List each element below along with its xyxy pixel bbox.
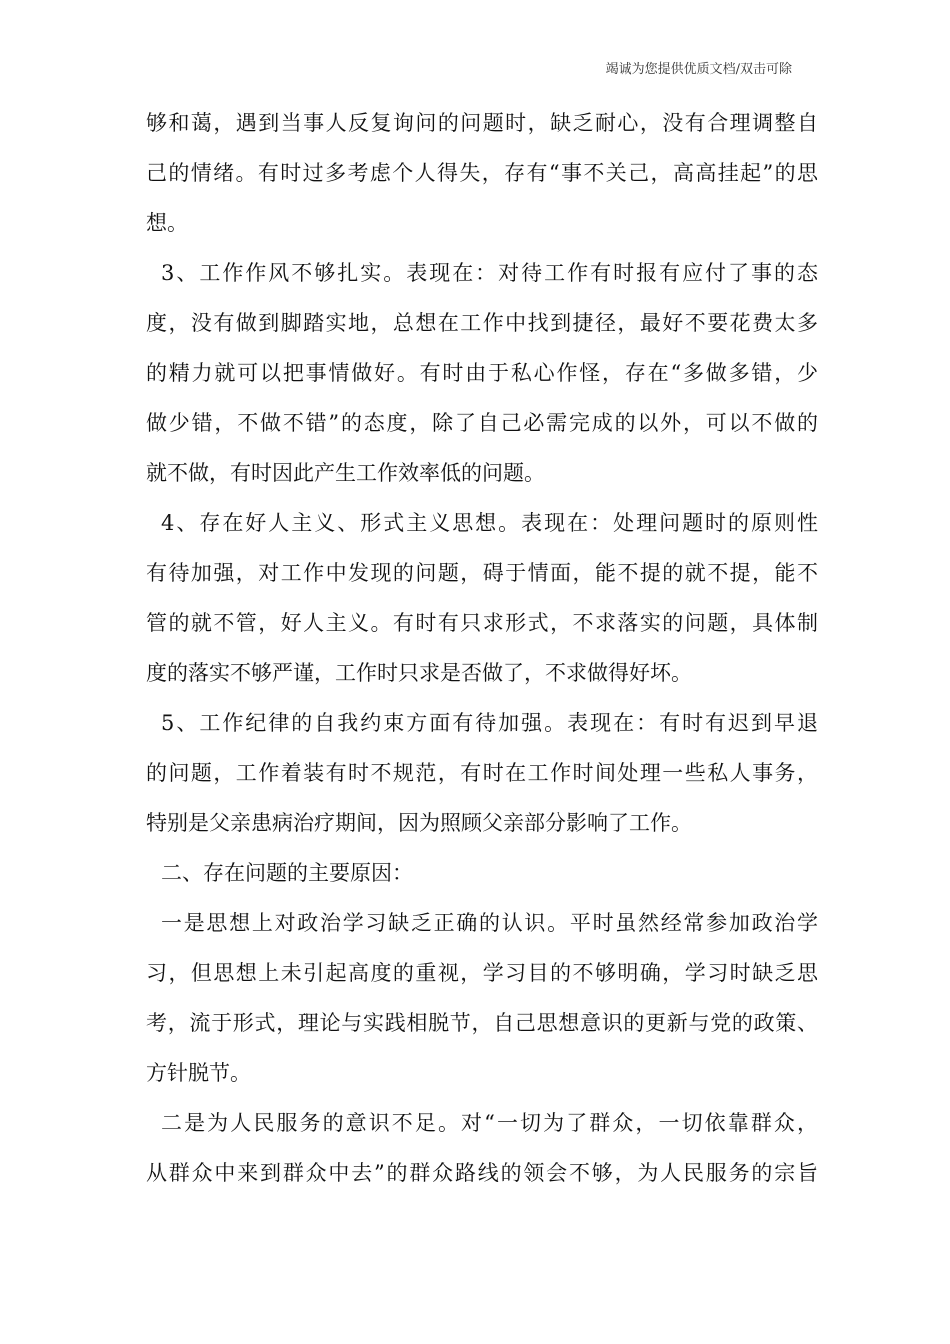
text-line: 管的就不管，好人主义。有时有只求形式，不求落实的问题，具体制 xyxy=(146,611,818,635)
text-line: 从群众中来到群众中去”的群众路线的领会不够，为人民服务的宗旨 xyxy=(146,1161,818,1185)
text-line: 己的情绪。有时过多考虑个人得失，存有“事不关己，高高挂起”的思 xyxy=(146,161,818,185)
text-line: 做少错，不做不错”的态度，除了自己必需完成的以外，可以不做的 xyxy=(146,411,818,435)
header-note: 竭诚为您提供优质文档/双击可除 xyxy=(605,62,792,77)
text-line: 特别是父亲患病治疗期间，因为照顾父亲部分影响了工作。 xyxy=(146,811,692,835)
text-line: 度的落实不够严谨，工作时只求是否做了，不求做得好坏。 xyxy=(146,661,692,685)
text-line: 习，但思想上未引起高度的重视，学习目的不够明确，学习时缺乏思 xyxy=(146,961,818,985)
text-line: 度，没有做到脚踏实地，总想在工作中找到捷径，最好不要花费太多 xyxy=(146,311,818,335)
text-line: 的问题，工作着装有时不规范，有时在工作时间处理一些私人事务， xyxy=(146,761,818,785)
text-line: 就不做，有时因此产生工作效率低的问题。 xyxy=(146,461,545,485)
text-line: 的精力就可以把事情做好。有时由于私心作怪，存在“多做多错，少 xyxy=(146,361,818,385)
text-line: 够和蔼，遇到当事人反复询问的问题时，缺乏耐心，没有合理调整自 xyxy=(146,111,818,135)
text-line: 考，流于形式，理论与实践相脱节，自己思想意识的更新与党的政策、 xyxy=(146,1011,818,1035)
paragraph-start-line: 4、存在好人主义、形式主义思想。表现在：处理问题时的原则性 xyxy=(161,511,818,535)
paragraph-start-line: 二是为人民服务的意识不足。对“一切为了群众，一切依靠群众， xyxy=(161,1111,818,1135)
text-line: 有待加强，对工作中发现的问题，碍于情面，能不提的就不提，能不 xyxy=(146,561,818,585)
text-line: 方针脱节。 xyxy=(146,1061,251,1085)
section-heading: 二、存在问题的主要原因： xyxy=(161,861,413,885)
paragraph-start-line: 一是思想上对政治学习缺乏正确的认识。平时虽然经常参加政治学 xyxy=(161,911,818,935)
paragraph-start-line: 3、工作作风不够扎实。表现在：对待工作有时报有应付了事的态 xyxy=(161,261,818,285)
document-body xyxy=(146,98,818,1198)
text-line: 想。 xyxy=(146,211,188,235)
paragraph-start-line: 5、工作纪律的自我约束方面有待加强。表现在：有时有迟到早退 xyxy=(161,711,818,735)
